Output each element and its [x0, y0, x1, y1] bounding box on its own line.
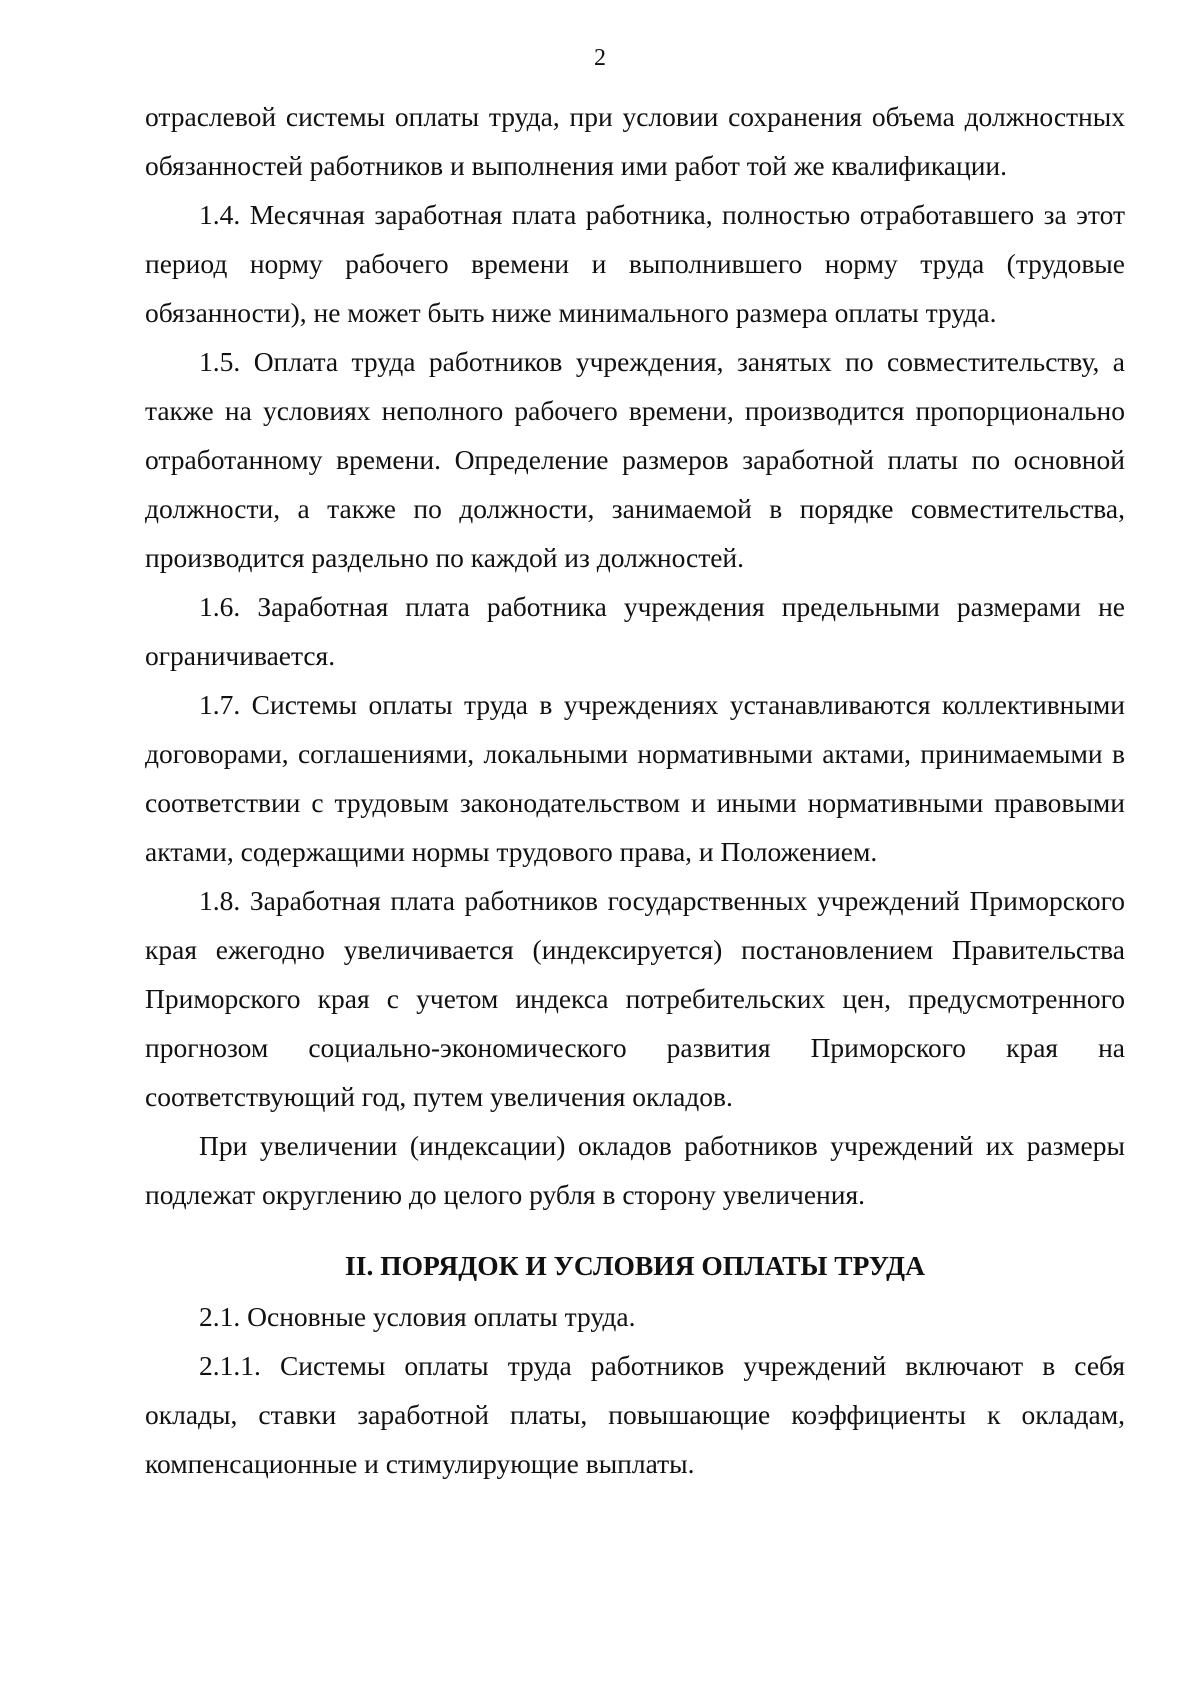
document-body — [145, 92, 1125, 1488]
page-number: 2 — [594, 45, 606, 71]
paragraph-2-1: 2.1. Основные условия оплаты труда. — [199, 1301, 636, 1332]
paragraph-indexation-rounding: При увеличении (индексации) окладов работников учреждений их размеры подлежат округлению до целого рубля в сторону увеличения. — [145, 1130, 1125, 1210]
section-heading: II. ПОРЯДОК И УСЛОВИЯ ОПЛАТЫ ТРУДА — [345, 1250, 925, 1281]
paragraph-1-4: 1.4. Месячная заработная плата работника, полностью отработавшего за этот период норму рабочего времени и выполнившего норму труда (трудовые обязанности), не может быть ниже минимального размера оплаты труда. — [145, 199, 1125, 328]
paragraph-continuation: отраслевой системы оплаты труда, при условии сохранения объема должностных обязанностей работников и выполнения ими работ той же квалификации. — [145, 101, 1125, 181]
paragraph-2-1-1: 2.1.1. Системы оплаты труда работников учреждений включают в себя оклады, ставки заработной платы, повышающие коэффициенты к окладам, компенсационные и стимулирующие выплаты. — [145, 1350, 1125, 1479]
paragraph-1-5: 1.5. Оплата труда работников учреждения, занятых по совместительству, а также на условиях неполного рабочего времени, производится пропорционально отработанному времени. Определение размеров заработной платы по основной должности, а также по должности, занимаемой в порядке совместительства, производится раздельно по каждой из должностей. — [145, 346, 1125, 573]
paragraph-1-7: 1.7. Системы оплаты труда в учреждениях устанавливаются коллективными договорами, соглашениями, локальными нормативными актами, принимаемыми в соответствии с трудовым законодательством и иными нормативными правовыми актами, содержащими нормы трудового права, и Положением. — [145, 689, 1125, 867]
paragraph-1-6: 1.6. Заработная плата работника учреждения предельными размерами не ограничивается. — [145, 591, 1125, 671]
paragraph-1-8: 1.8. Заработная плата работников государственных учреждений Приморского края ежегодно увеличивается (индексируется) постановлением Правительства Приморского края с учетом индекса потребительских цен, предусмотренного прогнозом социально-экономического развития Приморского края на соответствующий год, путем увеличения окладов. — [145, 885, 1125, 1112]
